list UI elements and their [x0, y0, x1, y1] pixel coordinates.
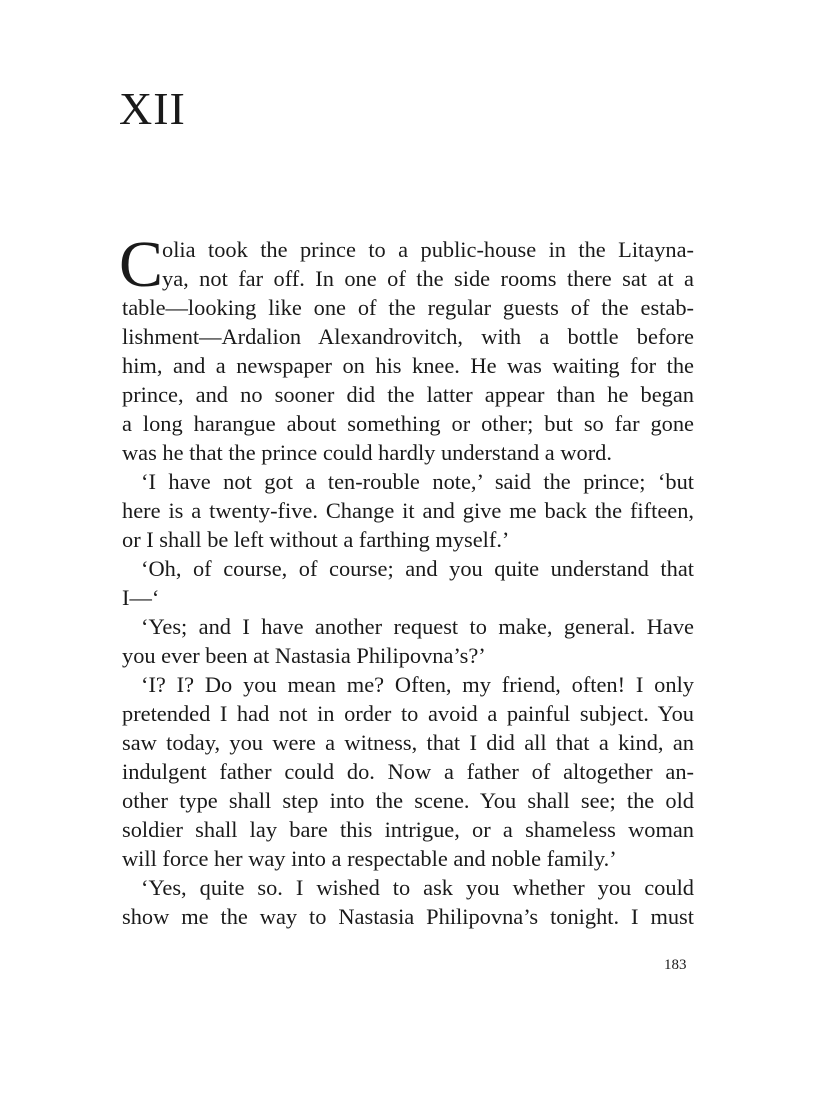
- text-line: lishment—Ardalion Alexandrovitch, with a bottle before: [122, 324, 694, 349]
- text-line: ‘I? I? Do you mean me? Often, my friend, often! I only: [141, 672, 694, 697]
- text-line: prince, and no sooner did the latter appear than he began: [122, 382, 694, 407]
- text-line: other type shall step into the scene. You shall see; the old: [122, 788, 694, 813]
- text-line: him, and a newspaper on his knee. He was waiting for the: [122, 353, 694, 378]
- page-number: 183: [664, 957, 687, 973]
- text-line: ‘Yes, quite so. I wished to ask you whether you could: [141, 875, 694, 900]
- text-line: ‘Oh, of course, of course; and you quite understand that: [141, 556, 694, 581]
- text-line: saw today, you were a witness, that I did all that a kind, an: [122, 730, 694, 755]
- text-line: a long harangue about something or other; but so far gone: [122, 411, 694, 436]
- text-line: table—looking like one of the regular guests of the estab-: [122, 295, 694, 320]
- chapter-body: [119, 228, 694, 931]
- text-line: here is a twenty-five. Change it and give me back the fifteen,: [122, 498, 694, 523]
- text-line: was he that the prince could hardly understand a word.: [122, 440, 612, 465]
- text-line: pretended I had not in order to avoid a painful subject. You: [122, 701, 694, 726]
- text-line: ya, not far off. In one of the side rooms there sat at a: [162, 266, 694, 291]
- drop-cap: C: [119, 228, 164, 301]
- text-line: ‘I have not got a ten-rouble note,’ said the prince; ‘but: [141, 469, 694, 494]
- text-line: indulgent father could do. Now a father of altogether an-: [122, 759, 694, 784]
- text-line: you ever been at Nastasia Philipovna’s?’: [122, 643, 486, 668]
- text-line: I—‘: [122, 585, 160, 610]
- text-line: show me the way to Nastasia Philipovna’s tonight. I must: [122, 904, 694, 929]
- text-line: olia took the prince to a public-house in the Litayna-: [162, 237, 694, 262]
- text-line: or I shall be left without a farthing myself.’: [122, 527, 510, 552]
- text-line: soldier shall lay bare this intrigue, or a shameless woman: [122, 817, 694, 842]
- chapter-heading: XII: [119, 83, 186, 134]
- text-line: ‘Yes; and I have another request to make, general. Have: [141, 614, 694, 639]
- text-line: will force her way into a respectable and noble family.’: [122, 846, 617, 871]
